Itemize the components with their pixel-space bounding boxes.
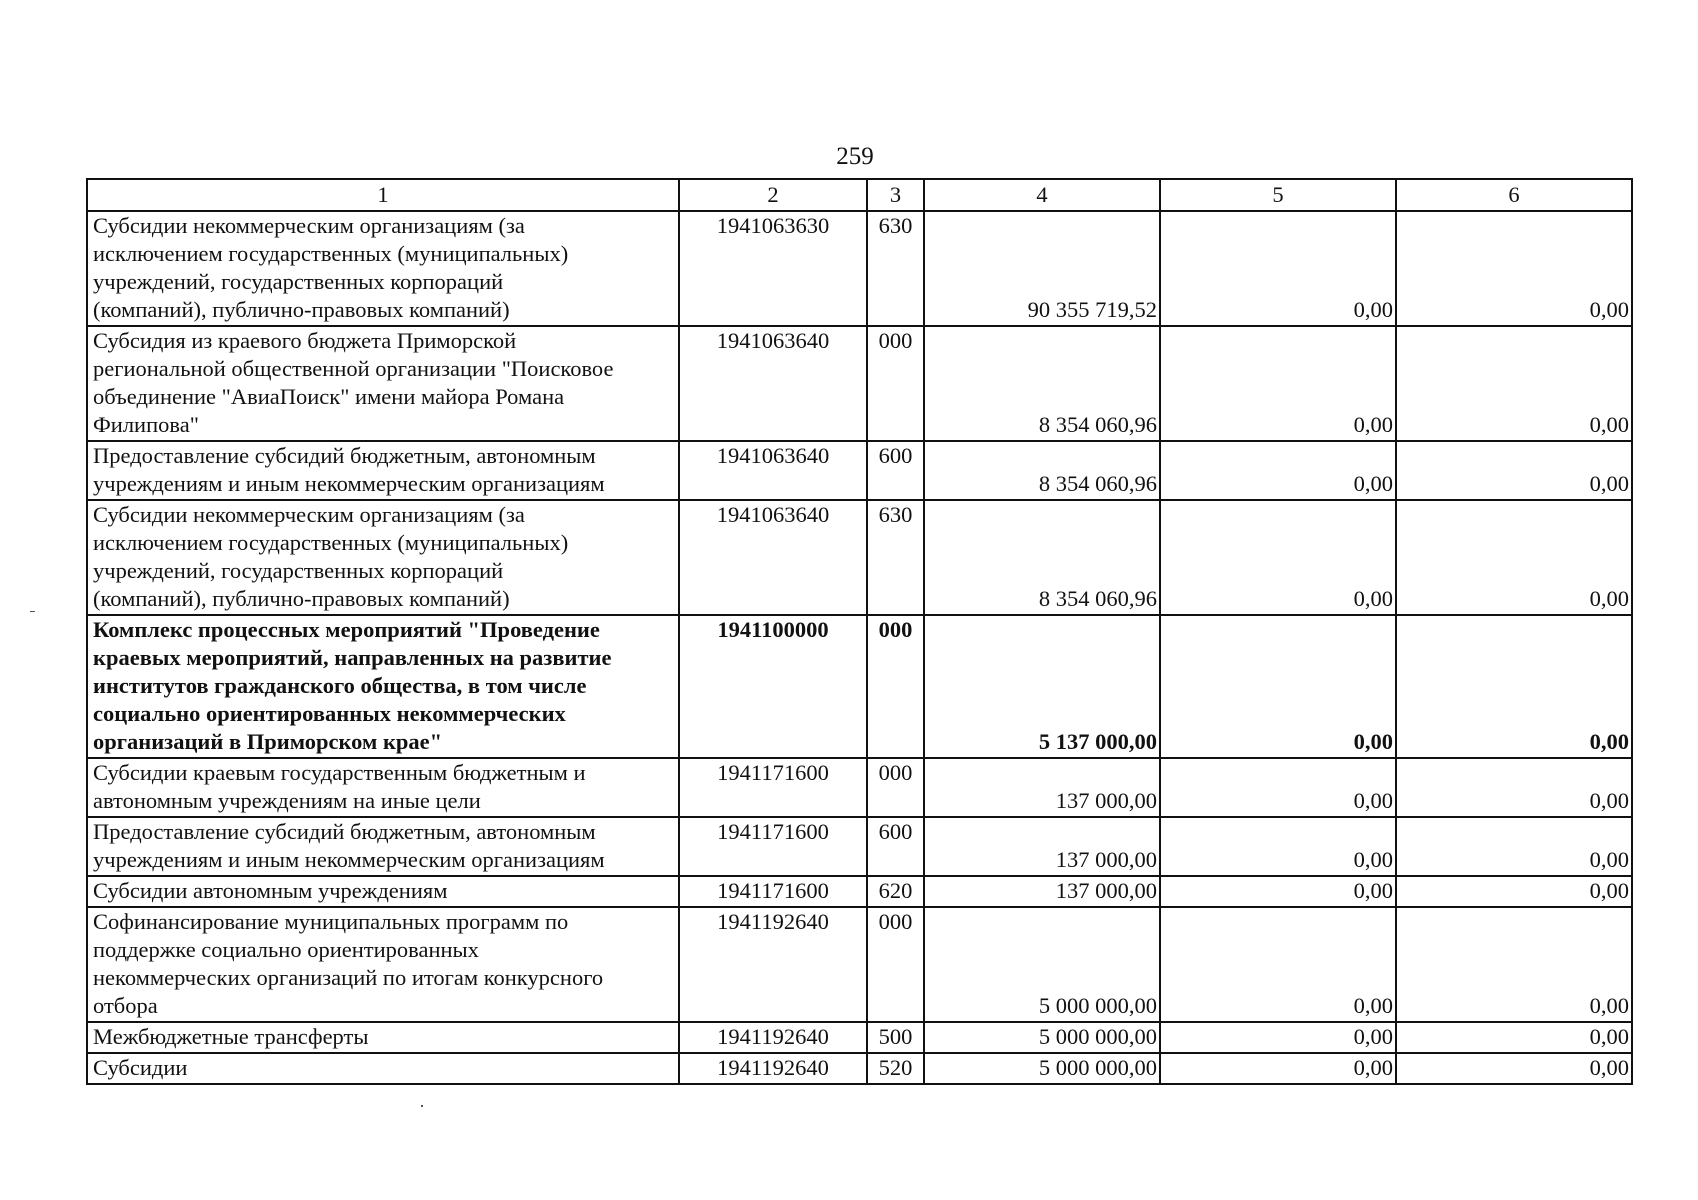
row-name-line: учреждений, государственных корпораций (93, 558, 504, 583)
row-name-line: автономным учреждениям на иные цели (93, 788, 481, 813)
row-name-line: учреждениям и иным некоммерческим организациям (93, 847, 605, 872)
scan-speck (421, 1105, 423, 1107)
row-value-6-cell: 0,00 (1396, 615, 1632, 758)
row-value-4-cell: 8 354 060,96 (924, 326, 1160, 441)
row-kind-cell: 600 (867, 441, 924, 500)
header-cell: 3 (867, 179, 924, 211)
row-name-line: Софинансирование муниципальных программ по (93, 909, 569, 934)
row-name-cell (87, 615, 679, 758)
page-number: 259 (836, 143, 874, 170)
row-name-cell (87, 876, 679, 907)
row-value-6-cell: 0,00 (1396, 441, 1632, 500)
row-value-5-cell: 0,00 (1160, 500, 1396, 615)
row-value-5-cell: 0,00 (1160, 907, 1396, 1022)
row-name-line: Субсидии краевым государственным бюджетным и (93, 760, 586, 785)
table-row (87, 876, 1632, 907)
row-value-5-cell: 0,00 (1160, 817, 1396, 876)
row-value-4-cell: 137 000,00 (924, 817, 1160, 876)
row-name-line: Субсидии некоммерческим организациям (за (93, 213, 525, 238)
row-value-4-cell: 8 354 060,96 (924, 441, 1160, 500)
row-value-5-cell: 0,00 (1160, 1053, 1396, 1084)
table-row (87, 615, 1632, 758)
row-name-line: Предоставление субсидий бюджетным, автономным (93, 443, 596, 468)
header-cell: 2 (679, 179, 867, 211)
row-code-cell: 1941063640 (679, 500, 867, 615)
row-value-4-cell: 5 137 000,00 (924, 615, 1160, 758)
table-row (87, 907, 1632, 1022)
row-name-line: институтов гражданского общества, в том числе (93, 673, 587, 698)
header-cell: 5 (1160, 179, 1396, 211)
row-code-cell: 1941171600 (679, 876, 867, 907)
row-name-line: региональной общественной организации "Поисковое (93, 356, 614, 381)
row-value-4-cell: 5 000 000,00 (924, 1053, 1160, 1084)
row-name-line: поддержке социально ориентированных (93, 937, 479, 962)
row-name-line: социально ориентированных некоммерческих (93, 701, 566, 726)
row-value-5-cell: 0,00 (1160, 441, 1396, 500)
row-value-5-cell: 0,00 (1160, 1022, 1396, 1053)
table-row (87, 500, 1632, 615)
row-name-cell (87, 907, 679, 1022)
table-row (87, 1053, 1632, 1084)
table-row (87, 1022, 1632, 1053)
row-value-5-cell: 0,00 (1160, 876, 1396, 907)
table-header-row (87, 179, 1632, 211)
row-value-5-cell: 0,00 (1160, 326, 1396, 441)
row-name-line: Комплекс процессных мероприятий "Проведение (93, 617, 600, 642)
row-name-cell (87, 1053, 679, 1084)
row-value-4-cell: 8 354 060,96 (924, 500, 1160, 615)
budget-table (86, 178, 1633, 1085)
table-body (87, 179, 1632, 1084)
row-name-line: (компаний), публично-правовых компаний) (93, 297, 510, 322)
row-name-line: некоммерческих организаций по итогам конкурсного (93, 965, 604, 990)
row-kind-cell: 000 (867, 326, 924, 441)
row-value-6-cell: 0,00 (1396, 1022, 1632, 1053)
row-code-cell: 1941063640 (679, 326, 867, 441)
table-row (87, 817, 1632, 876)
row-name-line: отбора (93, 993, 158, 1018)
row-value-6-cell: 0,00 (1396, 500, 1632, 615)
row-value-6-cell: 0,00 (1396, 876, 1632, 907)
row-name-line: Субсидии некоммерческим организациям (за (93, 502, 525, 527)
row-name-cell (87, 817, 679, 876)
row-name-line: организаций в Приморском крае" (93, 729, 443, 754)
row-name-cell (87, 326, 679, 441)
table-row (87, 758, 1632, 817)
row-name-cell (87, 758, 679, 817)
row-kind-cell: 000 (867, 758, 924, 817)
row-code-cell: 1941192640 (679, 907, 867, 1022)
row-name-line: Филипова" (93, 412, 199, 437)
row-kind-cell: 620 (867, 876, 924, 907)
row-code-cell: 1941063630 (679, 211, 867, 326)
row-code-cell: 1941171600 (679, 758, 867, 817)
row-kind-cell: 000 (867, 907, 924, 1022)
table-row (87, 211, 1632, 326)
table-row (87, 441, 1632, 500)
row-kind-cell: 500 (867, 1022, 924, 1053)
row-name-line: исключением государственных (муниципальных) (93, 241, 569, 266)
row-code-cell: 1941063640 (679, 441, 867, 500)
row-value-5-cell: 0,00 (1160, 758, 1396, 817)
row-value-4-cell: 90 355 719,52 (924, 211, 1160, 326)
row-value-6-cell: 0,00 (1396, 1053, 1632, 1084)
row-value-6-cell: 0,00 (1396, 817, 1632, 876)
header-cell: 1 (87, 179, 679, 211)
row-value-6-cell: 0,00 (1396, 907, 1632, 1022)
row-name-line: исключением государственных (муниципальных) (93, 530, 569, 555)
row-value-5-cell: 0,00 (1160, 615, 1396, 758)
row-name-line: Субсидия из краевого бюджета Приморской (93, 328, 517, 353)
header-cell: 4 (924, 179, 1160, 211)
row-name-line: Предоставление субсидий бюджетным, автономным (93, 819, 596, 844)
row-name-line: Субсидии автономным учреждениям (93, 878, 448, 903)
row-value-6-cell: 0,00 (1396, 211, 1632, 326)
row-kind-cell: 000 (867, 615, 924, 758)
row-name-line: Межбюджетные трансферты (93, 1024, 369, 1049)
row-name-line: учреждений, государственных корпораций (93, 269, 504, 294)
row-name-line: (компаний), публично-правовых компаний) (93, 586, 510, 611)
header-cell: 6 (1396, 179, 1632, 211)
scan-speck (30, 611, 35, 612)
row-kind-cell: 520 (867, 1053, 924, 1084)
table-row (87, 326, 1632, 441)
row-name-cell (87, 441, 679, 500)
row-name-cell (87, 500, 679, 615)
row-value-4-cell: 137 000,00 (924, 876, 1160, 907)
row-code-cell: 1941171600 (679, 817, 867, 876)
row-kind-cell: 630 (867, 211, 924, 326)
row-code-cell: 1941192640 (679, 1022, 867, 1053)
row-name-cell (87, 211, 679, 326)
row-value-4-cell: 137 000,00 (924, 758, 1160, 817)
row-value-5-cell: 0,00 (1160, 211, 1396, 326)
row-code-cell: 1941100000 (679, 615, 867, 758)
row-kind-cell: 630 (867, 500, 924, 615)
row-value-4-cell: 5 000 000,00 (924, 1022, 1160, 1053)
row-kind-cell: 600 (867, 817, 924, 876)
row-name-line: объединение "АвиаПоиск" имени майора Романа (93, 384, 565, 409)
row-name-cell (87, 1022, 679, 1053)
row-value-6-cell: 0,00 (1396, 758, 1632, 817)
row-name-line: учреждениям и иным некоммерческим организациям (93, 471, 605, 496)
row-value-6-cell: 0,00 (1396, 326, 1632, 441)
row-code-cell: 1941192640 (679, 1053, 867, 1084)
row-value-4-cell: 5 000 000,00 (924, 907, 1160, 1022)
row-name-line: Субсидии (93, 1055, 188, 1080)
row-name-line: краевых мероприятий, направленных на развитие (93, 645, 612, 670)
